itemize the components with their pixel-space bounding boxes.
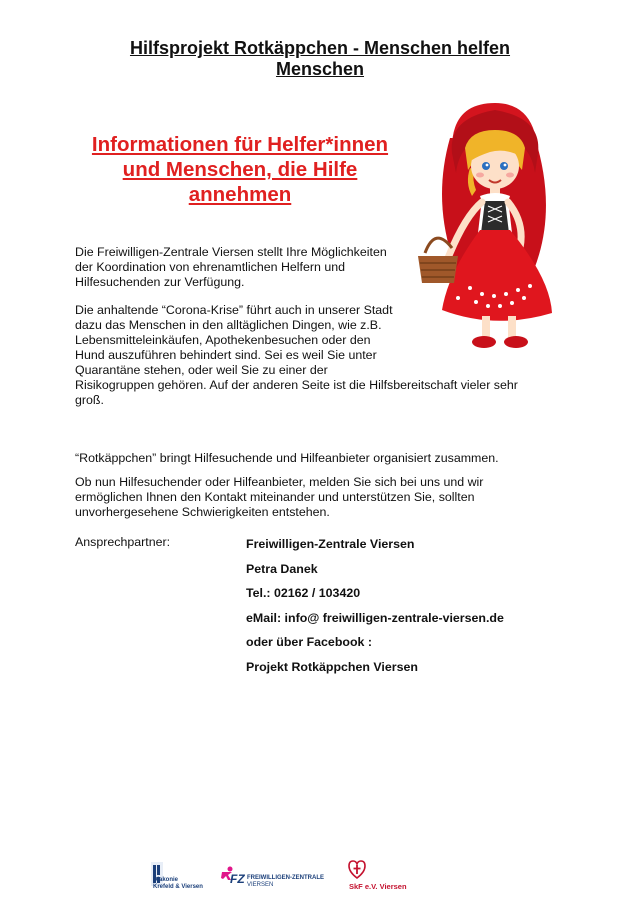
paragraph-line: der Koordination von ehrenamtlichen Helfern und [75,260,346,274]
section-heading-line-1: Informationen für Helfer*innen [91,133,389,156]
paragraph-line: Hund auszuführen behindert sind. Sei es weil Sie unter [75,348,377,362]
section-heading [70,132,410,207]
fz-city: VIERSEN [247,882,274,888]
page-title-line-2: Menschen [275,59,365,79]
paragraph-line: Hilfesuchenden zur Verfügung. [75,275,245,289]
fz-name: FREIWILLIGEN-ZENTRALE [247,875,324,881]
project-paragraph [75,451,499,466]
contact-invite-paragraph [75,475,483,520]
paragraph-line: Die Freiwilligen-Zentrale Viersen stellt Ihre Möglichkeiten [75,245,387,259]
fz-mark: FZ [230,872,245,886]
paragraph-line: groß. [75,393,104,407]
contact-email: eMail: info@ freiwilligen-zentrale-viersen.de [246,610,504,625]
paragraph-line: Die anhaltende “Corona-Krise” führt auch in unserer Stadt [75,303,393,317]
diakonie-region: Krefeld & Viersen [153,884,203,890]
section-heading-line-2: und Menschen, die Hilfe [122,158,358,181]
footer-logos [0,860,637,900]
paragraph-line: Quarantäne stehen, oder weil Sie zu einer der [75,363,328,377]
contact-facebook-page: Projekt Rotkäppchen Viersen [246,659,418,674]
skf-heart-cross-icon [348,860,366,880]
contact-details [246,536,504,683]
page-title-line-1: Hilfsprojekt Rotkäppchen - Menschen helfen [129,38,511,58]
page-title [100,38,540,80]
contact-label: Ansprechpartner: [75,535,171,549]
paragraph-line: dazu das Menschen in den alltäglichen Dingen, wie z.B. [75,318,382,332]
contact-person: Petra Danek [246,561,318,576]
intro-paragraph [75,245,387,290]
paragraph-line: “Rotkäppchen” bringt Hilfesuchende und Hilfeanbieter organisiert zusammen. [75,451,499,465]
diakonie-name: Diakonie [153,877,179,883]
section-heading-line-3: annehmen [188,183,292,206]
skf-name: SkF e.V. Viersen [349,882,407,891]
contact-organization: Freiwilligen-Zentrale Viersen [246,537,415,551]
contact-phone: Tel.: 02162 / 103420 [246,586,361,600]
paragraph-line: Lebensmitteleinkäufen, Apothekenbesuchen oder den [75,333,371,347]
paragraph-line: unvorhergesehene Schwierigkeiten entstehen. [75,505,330,519]
paragraph-line: Risikogruppen gehören. Auf der anderen Seite ist die Hilfsbereitschaft vieler sehr [75,378,518,392]
paragraph-line: Ob nun Hilfesuchender oder Hilfeanbieter, melden Sie sich bei uns und wir [75,475,484,489]
contact-facebook-intro: oder über Facebook : [246,635,372,649]
corona-paragraph [75,303,518,408]
paragraph-line: ermöglichen Ihnen den Kontakt miteinander und unterstützen Sie, sollten [75,490,475,504]
